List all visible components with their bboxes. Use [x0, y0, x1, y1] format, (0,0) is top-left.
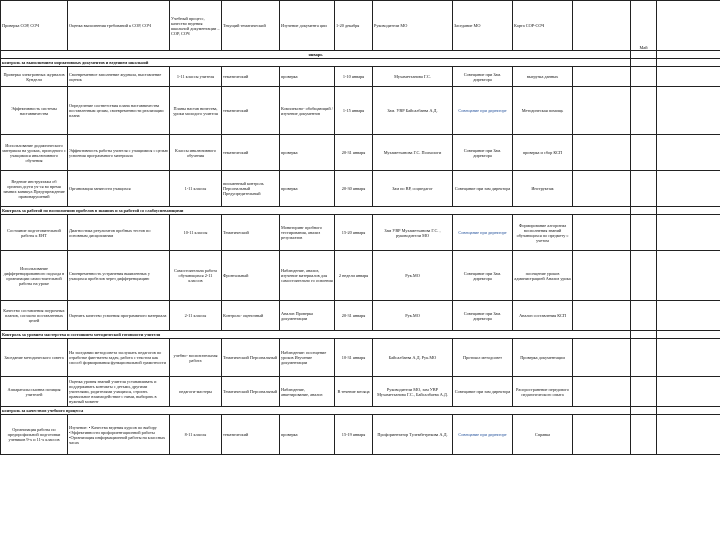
cell-col-9: Анализ составления КСП	[513, 301, 573, 331]
cell-col-10	[573, 171, 631, 207]
header-cell-6: 1-20 декабря	[335, 1, 373, 51]
table-row	[1, 301, 720, 331]
month-label: январь	[1, 51, 631, 59]
header-cell-8: Заседание МО	[453, 1, 513, 51]
cell-col-12	[657, 215, 720, 251]
cell-col-12	[657, 171, 720, 207]
cell-col-2: Организация занятости учащихся	[68, 171, 170, 207]
cell-col-8: Совещание при директоре	[453, 415, 513, 455]
cell-col-11	[631, 251, 657, 301]
cell-col-10	[573, 67, 631, 87]
section-blank-11	[631, 331, 657, 339]
cell-col-11	[631, 377, 657, 407]
cell-col-4: Фронтальный	[222, 251, 280, 301]
cell-col-8: Совещание при Зам. директора	[453, 301, 513, 331]
section-title: контроль за выполнением нормативных документов и ведением школьной	[1, 59, 631, 67]
section-blank-12	[657, 331, 720, 339]
cell-col-1: Качество составления поурочных планов, согласно поставленных целей	[1, 301, 68, 331]
cell-col-3: педагоги-мастеры	[170, 377, 222, 407]
cell-col-1: Ведение инструктажа об организ.дсути уч-ся во время зимних каникул.Предупреждение правонарушений	[1, 171, 68, 207]
cell-col-8: Совещание при Зам. директора	[453, 67, 513, 87]
cell-col-6: 1-15 января	[335, 87, 373, 135]
cell-col-5: Комплексно- обобщающий / изучение документов	[280, 87, 335, 135]
table-row	[1, 339, 720, 377]
section-blank-11	[631, 407, 657, 415]
header-cell-12	[657, 1, 720, 51]
cell-col-7: Зам УВР Мухаметханова Г.С. , руководители МО	[373, 215, 453, 251]
header-cell-4: Текущий тематический	[222, 1, 280, 51]
table-row	[1, 87, 720, 135]
cell-col-10	[573, 135, 631, 171]
cell-col-11	[631, 415, 657, 455]
cell-col-7: Байсалбаева А.Д. Рук.МО	[373, 339, 453, 377]
cell-col-12	[657, 301, 720, 331]
cell-col-6: 15-19 января	[335, 415, 373, 455]
cell-col-12	[657, 377, 720, 407]
cell-col-12	[657, 339, 720, 377]
cell-col-2: Своевременное заполнение журнала, выставление оценок	[68, 67, 170, 87]
section-blank-11	[631, 207, 657, 215]
table-row	[1, 251, 720, 301]
cell-col-1: Использование дифференцированного подхода в организации самостоятельной работы на уроке	[1, 251, 68, 301]
header-cell-7: Руководители МО	[373, 1, 453, 51]
cell-col-10	[573, 301, 631, 331]
cell-col-2: Диагностика результатов пробных тестов по основным дисциплинам	[68, 215, 170, 251]
cell-col-10	[573, 251, 631, 301]
cell-col-4: тематический	[222, 87, 280, 135]
cell-col-5: проверка	[280, 171, 335, 207]
cell-col-5: проверка	[280, 415, 335, 455]
cell-col-10	[573, 87, 631, 135]
cell-col-6: 15-20 января	[335, 215, 373, 251]
cell-col-6: 20-31 января	[335, 135, 373, 171]
cell-col-10	[573, 215, 631, 251]
cell-col-2: Оценка уровня знаний учителя устанавливать и поддерживать контакты с детьми, другими учителями, родителями учащихся, строить правильное взаимодействие с ними, выбирать в нужный момент	[68, 377, 170, 407]
cell-col-4: тематический	[222, 135, 280, 171]
cell-col-10	[573, 415, 631, 455]
cell-col-12	[657, 415, 720, 455]
cell-col-5: проверка	[280, 67, 335, 87]
cell-col-12	[657, 67, 720, 87]
section-title-row	[1, 59, 720, 67]
section-blank-12	[657, 59, 720, 67]
table-row	[1, 171, 720, 207]
cell-col-1: Заседание методического совета	[1, 339, 68, 377]
section-title: контроль за качеством учебного процесса	[1, 407, 631, 415]
month-blank-11	[631, 51, 657, 59]
table-row	[1, 415, 720, 455]
cell-col-3: 8-11 классы	[170, 415, 222, 455]
cell-col-11	[631, 301, 657, 331]
header-row	[1, 1, 720, 51]
cell-col-9: посещение уроков администрацией Анализ урока	[513, 251, 573, 301]
table-row	[1, 377, 720, 407]
cell-col-8: Совещание при директоре	[453, 215, 513, 251]
cell-col-7: Зам. УВР Байсалбаева А.Д.	[373, 87, 453, 135]
cell-col-5: Наблюдение, анализ, изучение материалов для самостоятельно го освоения	[280, 251, 335, 301]
cell-col-10	[573, 377, 631, 407]
cell-col-12	[657, 87, 720, 135]
cell-col-8: Совещание при зам директора	[453, 171, 513, 207]
cell-col-9: проверка и сбор КСП	[513, 135, 573, 171]
header-cell-10	[573, 1, 631, 51]
cell-col-7: Мухаметханова Г.С. Психологи	[373, 135, 453, 171]
cell-col-3: 2-11 классы	[170, 301, 222, 331]
cell-col-4: письменный контроль Персональный Предупредительный	[222, 171, 280, 207]
section-title: Контроль за уровнем мастерства и состоянием методической готовности учителя	[1, 331, 631, 339]
cell-col-4: Тематический Персональный	[222, 377, 280, 407]
cell-col-6: 20-31 января	[335, 301, 373, 331]
cell-col-7: Руководители МО, зам УВР Мухаметханова Г.С., Байсалбаева А.Д.	[373, 377, 453, 407]
cell-col-7: Мухаметханова Г.С.	[373, 67, 453, 87]
header-cell-5: Изучение документа ции	[280, 1, 335, 51]
month-blank-12	[657, 51, 720, 59]
cell-col-4: Контроль- оценочный	[222, 301, 280, 331]
cell-col-3: Самостоятельна работа обучающихся 2-11 классов	[170, 251, 222, 301]
section-title: Контроль за работой по восполнению пробелов в знаниях и за работой со слабоуспевающими	[1, 207, 631, 215]
header-cell-9: Карта СОР-СОЧ	[513, 1, 573, 51]
section-title-row	[1, 207, 720, 215]
cell-col-9: Проверка документации	[513, 339, 573, 377]
cell-col-11	[631, 339, 657, 377]
cell-col-1: Аппаратальссыонна позиция учителей	[1, 377, 68, 407]
header-cell-2: Оценка выполнения требований к СОР, СОЧ	[68, 1, 170, 51]
cell-col-12	[657, 251, 720, 301]
cell-col-3: 1-11 классы	[170, 171, 222, 207]
cell-col-3: Планы настав ничества, уроки молодого учителя	[170, 87, 222, 135]
cell-col-5: Мониторинг пробного тестирования, анализ результатов	[280, 215, 335, 251]
cell-col-1: Состояние подготовительной работы к ЕНТ	[1, 215, 68, 251]
cell-col-2: Определение соответствия плана наставничества поставленным целям, своевременности реализации плана	[68, 87, 170, 135]
cell-col-9: выгрузка данных	[513, 67, 573, 87]
cell-col-3: учебно- воспитательная работа	[170, 339, 222, 377]
cell-col-9: Методическая помощь	[513, 87, 573, 135]
section-blank-12	[657, 407, 720, 415]
cell-col-9: Формирование алгоритма восполнения знаний обучающихся по предмету с учетом	[513, 215, 573, 251]
cell-col-1: Организация работы по предпрофильной подготовки учеников 9-х и 11-х классов	[1, 415, 68, 455]
header-cell-3: Учебный процесс, качество ведения школьной документации – СОР, СОЧ	[170, 1, 222, 51]
cell-col-1: Проверка электронных журналов Кундели	[1, 67, 68, 87]
cell-col-11	[631, 171, 657, 207]
cell-col-3: 10-11 классы	[170, 215, 222, 251]
cell-col-8: Протокол методсовет	[453, 339, 513, 377]
cell-col-6: 10-31 января	[335, 339, 373, 377]
cell-col-6: 2 недели января	[335, 251, 373, 301]
cell-col-4: тематический	[222, 67, 280, 87]
header-cell-1: Проверка СОР, СОЧ	[1, 1, 68, 51]
section-title-row	[1, 331, 720, 339]
cell-col-11	[631, 135, 657, 171]
cell-col-6: 20-30 января	[335, 171, 373, 207]
cell-col-11	[631, 67, 657, 87]
cell-col-7: Профориентатор Тулембетрекова А.Д.	[373, 415, 453, 455]
table-row	[1, 215, 720, 251]
cell-col-4: тематический	[222, 415, 280, 455]
cell-col-3: 1-11 классы учителя	[170, 67, 222, 87]
cell-col-3: Классы инклюзивного обучения	[170, 135, 222, 171]
header-cell-may: Май	[631, 1, 657, 51]
table-row	[1, 135, 720, 171]
cell-col-10	[573, 339, 631, 377]
cell-col-12	[657, 135, 720, 171]
cell-col-5: Анализ Проверка документации	[280, 301, 335, 331]
section-title-row	[1, 407, 720, 415]
cell-col-8: Совещание при зам директора	[453, 377, 513, 407]
cell-col-8: Совещание при Зам. директора	[453, 251, 513, 301]
cell-col-11	[631, 87, 657, 135]
cell-col-1: Использование дидактического материала на уроках, пригодного с учащимися инклюзивного обучения	[1, 135, 68, 171]
cell-col-7: Рук.МО	[373, 301, 453, 331]
cell-col-2: Эффективность работы учителя с учащимися с целью усвоения программного материала	[68, 135, 170, 171]
table-row	[1, 67, 720, 87]
cell-col-2: Изучение: • Качества ведения курсов по выбору •Эффективности профориентационной работы •Организация информационной работы на классных часах	[68, 415, 170, 455]
cell-col-2: Оценить качество усвоения программного материала	[68, 301, 170, 331]
section-blank-11	[631, 59, 657, 67]
cell-col-9: Справка	[513, 415, 573, 455]
cell-col-8: Совещание при Зам. директора	[453, 135, 513, 171]
cell-col-5: Наблюдение, анкетирование, анализ	[280, 377, 335, 407]
cell-col-6: 1-10 января	[335, 67, 373, 87]
cell-col-2: На заседании методсовета заслушать педагогов по отработке фин-натем задач, работа с текстом как способ формирования функциональной грамотности	[68, 339, 170, 377]
cell-col-1: Эффективность системы наставничества	[1, 87, 68, 135]
cell-col-8: Совещание при директоре	[453, 87, 513, 135]
cell-col-11	[631, 215, 657, 251]
cell-col-2: Своевременность устранения выявленных у учащихся пробелов через дифференциацию	[68, 251, 170, 301]
cell-col-4: Тематический Персональный	[222, 339, 280, 377]
cell-col-4: Тематический	[222, 215, 280, 251]
cell-col-5: Наблюдение: посещение уроков Изучение документации	[280, 339, 335, 377]
cell-col-6: В течение месяца	[335, 377, 373, 407]
cell-col-9: Инструктаж	[513, 171, 573, 207]
section-blank-12	[657, 207, 720, 215]
cell-col-7: Рук.МО	[373, 251, 453, 301]
cell-col-7: Зам по ВР, соцпедагог	[373, 171, 453, 207]
cell-col-5: проверка	[280, 135, 335, 171]
cell-col-9: Распространение передового педагогического опыта	[513, 377, 573, 407]
